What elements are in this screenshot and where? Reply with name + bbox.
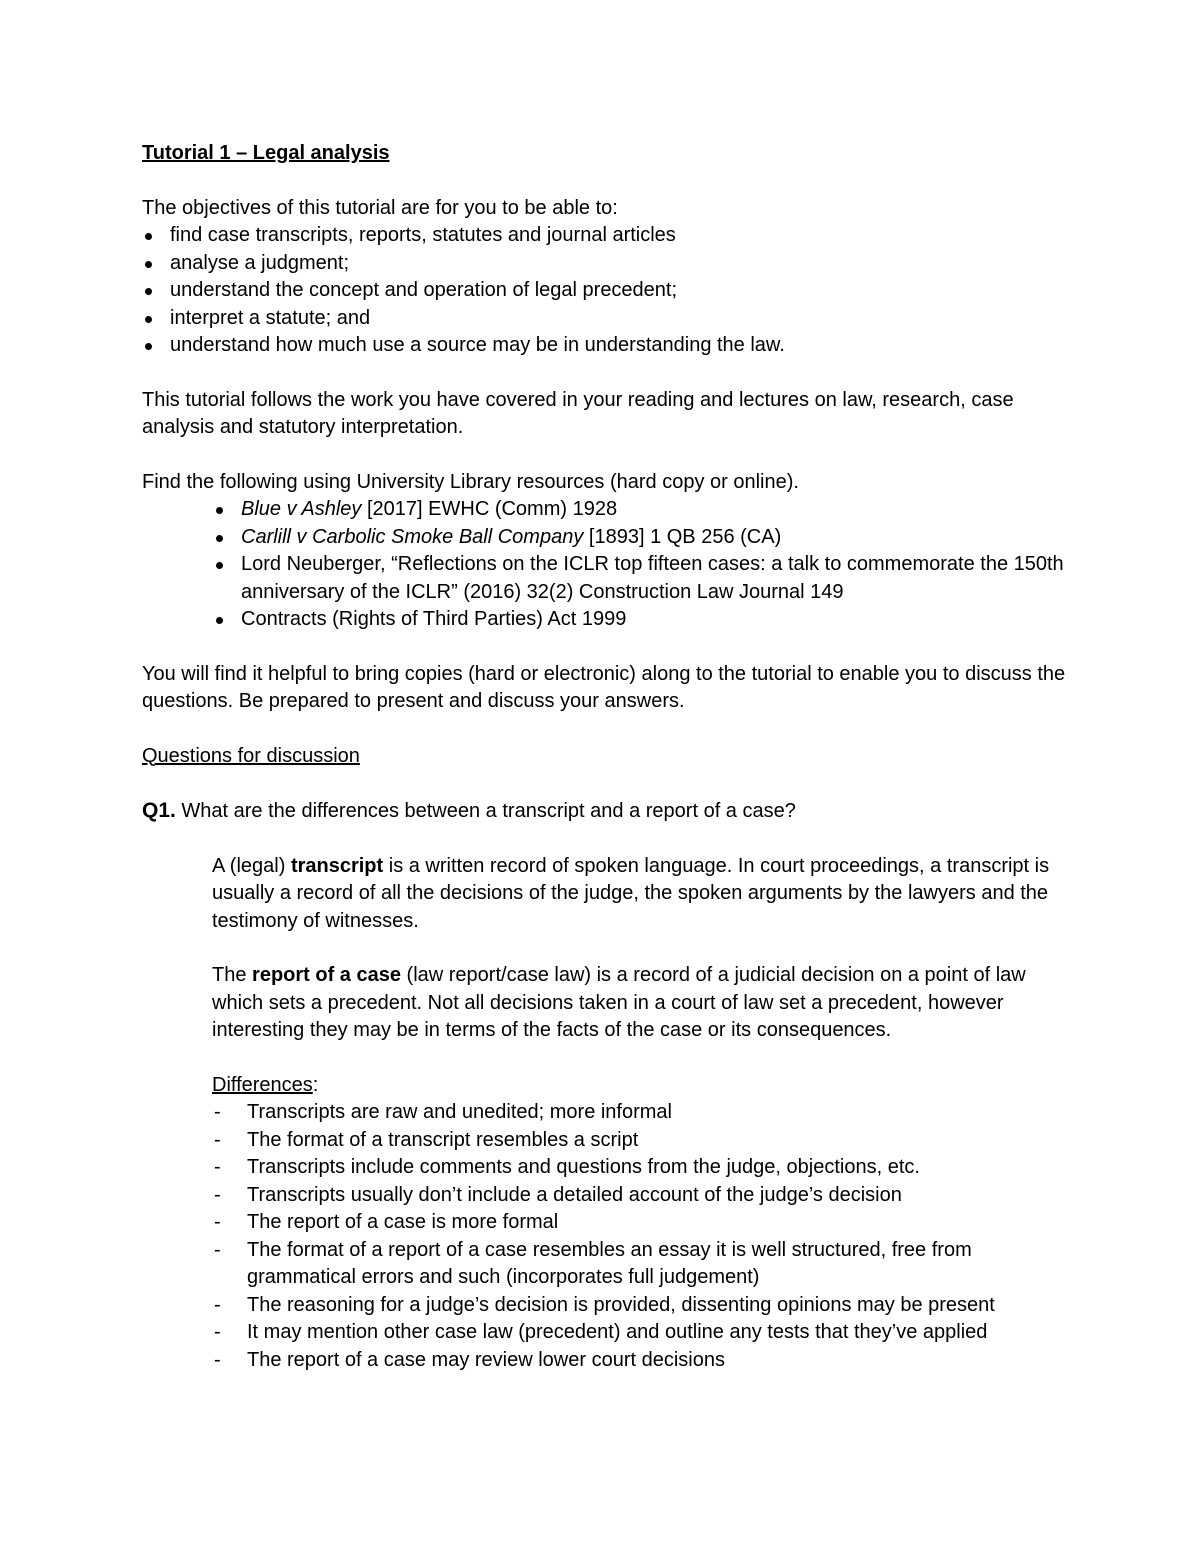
list-item: understand how much use a source may be in understanding the law. bbox=[142, 332, 1072, 360]
differences-heading bbox=[212, 1072, 1072, 1100]
find-intro: Find the following using University Library resources (hard copy or online). bbox=[142, 470, 799, 493]
term-transcript: transcript bbox=[290, 854, 384, 877]
list-item: - The reasoning for a judge’s decision is provided, dissenting opinions may be present bbox=[212, 1292, 1072, 1320]
answer-block bbox=[142, 853, 1072, 1100]
list-item: - The format of a transcript resembles a script bbox=[212, 1127, 1072, 1155]
list-item: Contracts (Rights of Third Parties) Act 1999 bbox=[213, 606, 1072, 634]
objectives-intro: The objectives of this tutorial are for you to be able to: bbox=[142, 196, 618, 219]
list-item: - Transcripts include comments and questions from the judge, objections, etc. bbox=[212, 1154, 1072, 1182]
text-run: : bbox=[312, 1073, 319, 1096]
text-run: is a written record of spoken language. In court proceedings, a transcript is usually a record of all the decisions of the judge, the spoken arguments by the lawyers and the testimony of witnesses. bbox=[212, 854, 1050, 932]
list-item: - The format of a report of a case resembles an essay it is well structured, free from grammatical errors and such (incorporates full judgement) bbox=[212, 1237, 1072, 1292]
list-item bbox=[213, 524, 1072, 552]
case-name: Blue v Ashley bbox=[241, 498, 362, 520]
text-run: A (legal) bbox=[212, 854, 291, 877]
differences-label: Differences bbox=[212, 1073, 313, 1096]
questions-heading: Questions for discussion bbox=[142, 744, 360, 767]
text-run: (law report/case law) is a record of a judicial decision on a point of law which sets a precedent. Not all decisions taken in a court of law set a precedent, however interesting they may be in terms of the facts of the case or its consequences. bbox=[212, 964, 1026, 1041]
find-list bbox=[142, 496, 1072, 634]
question-1 bbox=[142, 797, 1072, 826]
list-item: understand the concept and operation of legal precedent; bbox=[142, 277, 1072, 305]
list-item: - Transcripts are raw and unedited; more informal bbox=[212, 1099, 1072, 1127]
transcript-paragraph bbox=[212, 853, 1072, 936]
bring-paragraph: You will find it helpful to bring copies (hard or electronic) along to the tutorial to enable you to discuss the questions. Be prepared to present and discuss your answers. bbox=[142, 662, 1066, 712]
text-run: The bbox=[212, 964, 253, 986]
citation: [2017] EWHC (Comm) 1928 bbox=[361, 498, 618, 520]
question-text: What are the differences between a transcript and a report of a case? bbox=[175, 800, 796, 822]
list-item: - The report of a case is more formal bbox=[212, 1209, 1072, 1237]
list-item: - The report of a case may review lower court decisions bbox=[212, 1347, 1072, 1375]
objectives-list bbox=[142, 222, 1072, 360]
list-item bbox=[213, 496, 1072, 524]
list-item: find case transcripts, reports, statutes and journal articles bbox=[142, 222, 1072, 250]
term-report-of-a-case: report of a case bbox=[252, 964, 401, 986]
list-item: - It may mention other case law (precedent) and outline any tests that they’ve applied bbox=[212, 1319, 1072, 1347]
list-item: interpret a statute; and bbox=[142, 305, 1072, 333]
case-name: Carlill v Carbolic Smoke Ball Company bbox=[241, 525, 584, 548]
differences-list bbox=[142, 1099, 1072, 1374]
list-item: - Transcripts usually don’t include a detailed account of the judge’s decision bbox=[212, 1182, 1072, 1210]
report-paragraph bbox=[212, 962, 1072, 1045]
document-page bbox=[142, 140, 1072, 1374]
question-label: Q1. bbox=[142, 799, 176, 822]
list-item: analyse a judgment; bbox=[142, 250, 1072, 278]
citation: [1893] 1 QB 256 (CA) bbox=[583, 525, 782, 548]
document-title: Tutorial 1 – Legal analysis bbox=[142, 142, 390, 164]
follows-paragraph: This tutorial follows the work you have covered in your reading and lectures on law, research, case analysis and statutory interpretation. bbox=[142, 388, 1014, 438]
list-item: Lord Neuberger, “Reflections on the ICLR top fifteen cases: a talk to commemorate the 150th anniversary of the ICLR” (2016) 32(2) Construction Law Journal 149 bbox=[213, 551, 1072, 606]
